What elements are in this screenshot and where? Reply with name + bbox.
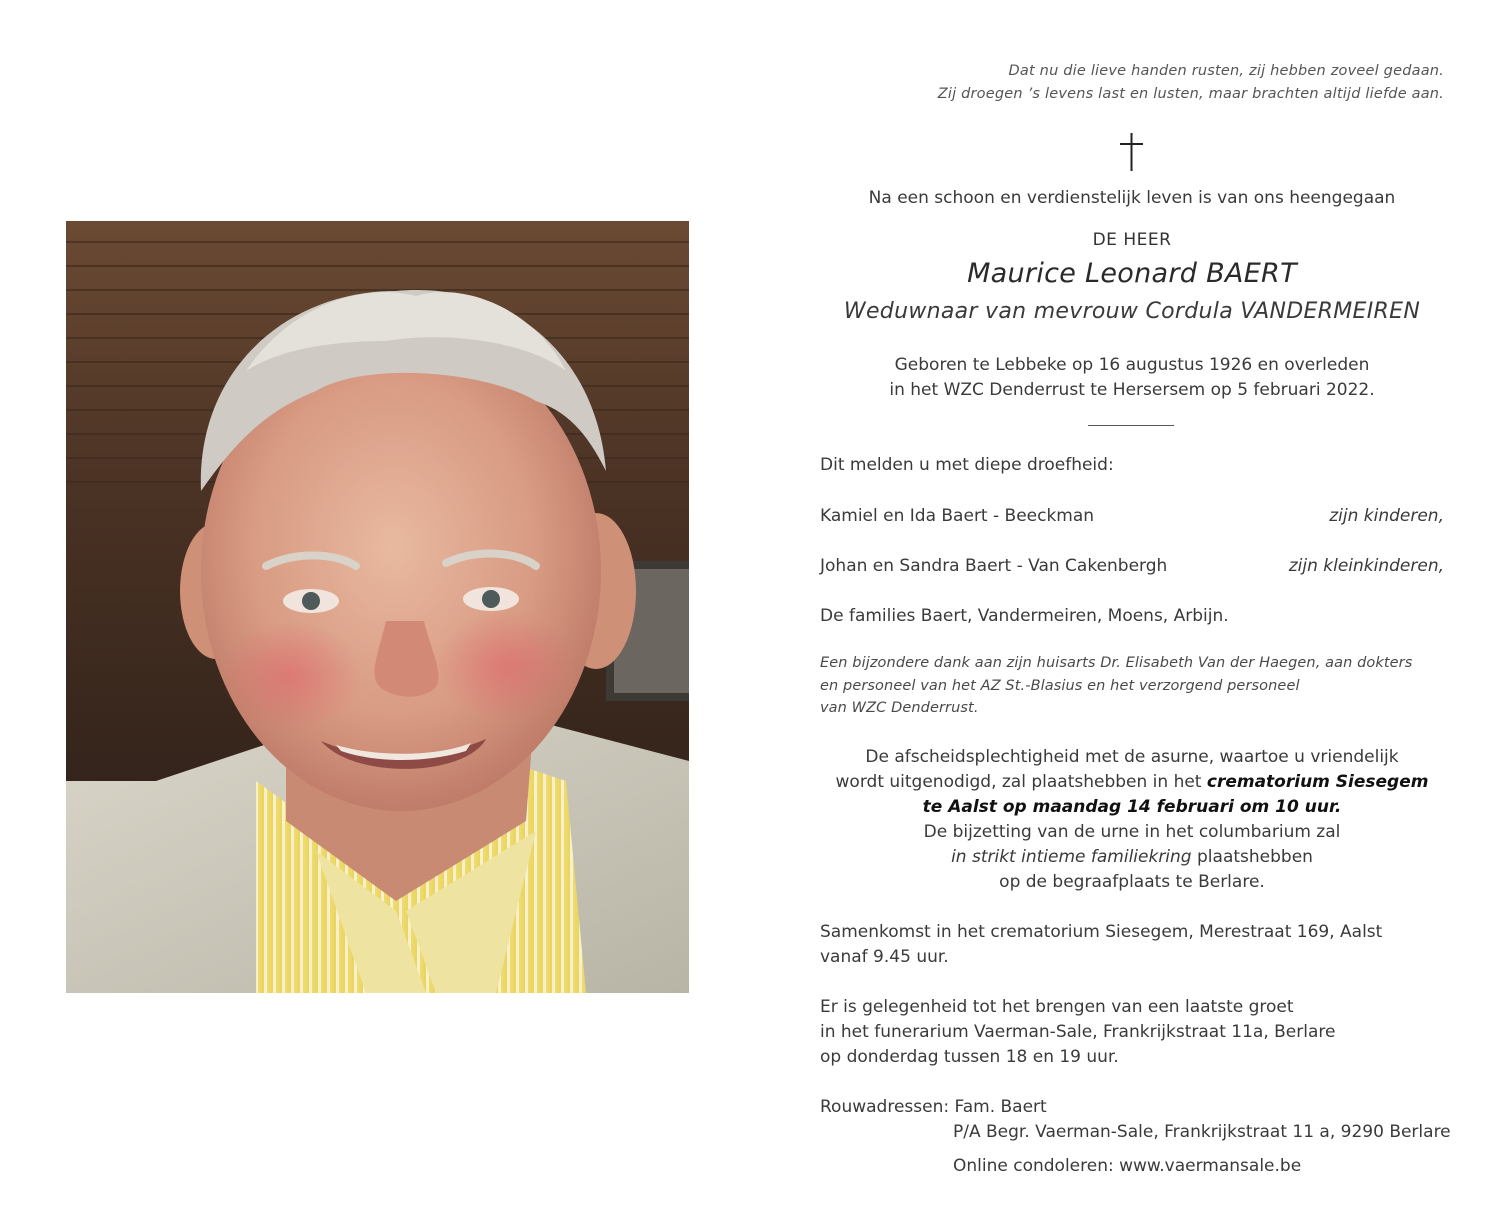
address-name: Fam. Baert <box>954 1097 1047 1117</box>
verse-line-1: Dat nu die lieve handen rusten, zij hebben zoveel gedaan. <box>1008 63 1444 79</box>
address-line-2: P/A Begr. Vaerman-Sale, Frankrijkstraat 11 a, 9290 Berlare <box>953 1122 1451 1142</box>
ceremony-line-4: De bijzetting van de urne in het columbarium zal <box>923 822 1341 842</box>
death-line: in het WZC Denderrust te Hersersem op 5 februari 2022. <box>889 380 1375 400</box>
ceremony-line-1: De afscheidsplechtigheid met de asurne, waartoe u vriendelijk <box>865 747 1399 767</box>
ceremony-line-6: op de begraafplaats te Berlare. <box>999 872 1265 892</box>
ceremony-private: in strikt intieme familiekring <box>951 847 1192 867</box>
ceremony-text: plaatshebben <box>1191 847 1313 867</box>
gathering-line-2: vanaf 9.45 uur. <box>820 947 949 967</box>
family-relation: zijn kinderen, <box>1329 506 1444 526</box>
visit-line-2: in het funerarium Vaerman-Sale, Frankrijkstraat 11a, Berlare <box>820 1022 1336 1042</box>
portrait-photo <box>66 221 689 993</box>
cross-icon <box>820 130 1444 174</box>
address-label: Rouwadressen: <box>820 1097 950 1117</box>
ceremony-line-3 <box>820 797 1444 817</box>
families-text: De families Baert, Vandermeiren, Moens, Arbijn. <box>820 606 1229 626</box>
ceremony-line-2 <box>820 772 1444 792</box>
verse-line-2: Zij droegen ’s levens last en lusten, maar brachten altijd liefde aan. <box>937 86 1444 102</box>
obituary-text <box>820 0 1451 1214</box>
intro-text: Na een schoon en verdienstelijk leven is van ons heengegaan <box>868 188 1396 208</box>
birth-line: Geboren te Lebbeke op 16 augustus 1926 en overleden <box>894 355 1370 375</box>
ceremony-location: crematorium Siesegem <box>1206 772 1429 792</box>
ceremony-date: te Aalst op maandag 14 februari om 10 uur. <box>922 797 1342 817</box>
deceased-name: Maurice Leonard BAERT <box>967 258 1297 289</box>
thanks-line-2: en personeel van het AZ St.-Blasius en het verzorgend personeel <box>820 678 1300 694</box>
widower-text: Weduwnaar van mevrouw Cordula VANDERMEIREN <box>843 299 1421 324</box>
address-line-1 <box>820 1097 1444 1117</box>
thanks-line-3: van WZC Denderrust. <box>820 700 979 716</box>
thanks-line-1: Een bijzondere dank aan zijn huisarts Dr. Elisabeth Van der Haegen, aan dokters <box>820 655 1413 671</box>
title-text: DE HEER <box>1092 230 1172 250</box>
online-condolence: Online condoleren: www.vaermansale.be <box>953 1156 1302 1176</box>
visit-line-3: op donderdag tussen 18 en 19 uur. <box>820 1047 1119 1067</box>
ceremony-text: wordt uitgenodigd, zal plaatshebben in het <box>835 772 1207 792</box>
visit-line-1: Er is gelegenheid tot het brengen van een laatste groet <box>820 997 1294 1017</box>
gathering-line-1: Samenkomst in het crematorium Siesegem, Merestraat 169, Aalst <box>820 922 1383 942</box>
family-name: Kamiel en Ida Baert - Beeckman <box>820 506 1095 526</box>
ceremony-line-5 <box>820 847 1444 867</box>
family-name: Johan en Sandra Baert - Van Cakenbergh <box>820 556 1168 576</box>
divider <box>1088 425 1174 426</box>
announce-text: Dit melden u met diepe droefheid: <box>820 455 1114 475</box>
family-relation: zijn kleinkinderen, <box>1288 556 1444 576</box>
